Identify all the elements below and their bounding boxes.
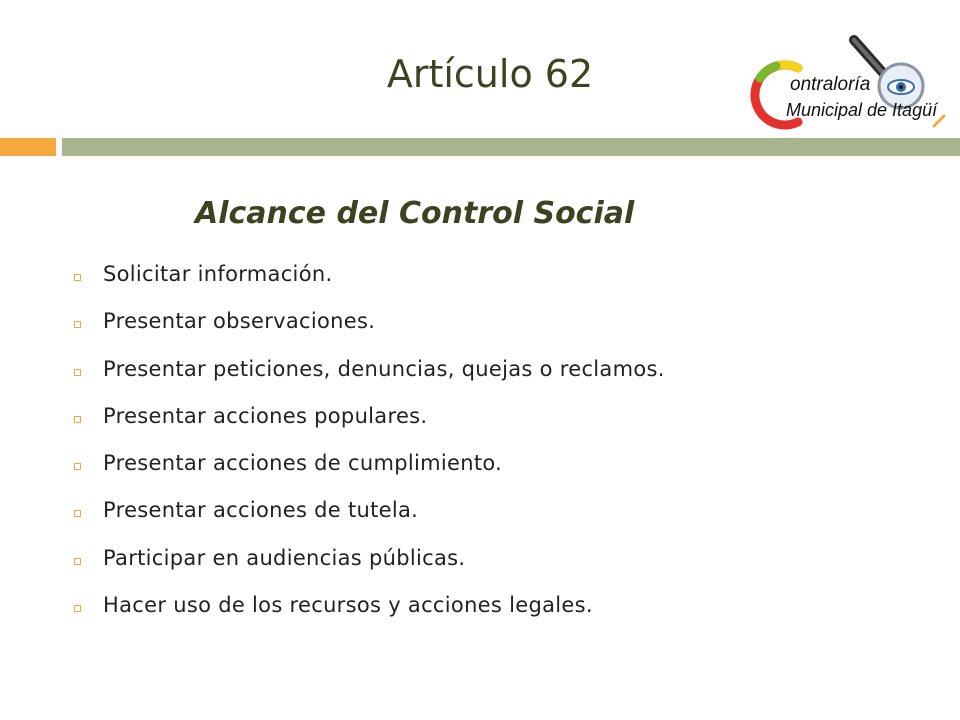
bullet-item — [74, 404, 665, 451]
bullet-item — [74, 593, 665, 640]
bullet-text: Presentar peticiones, denuncias, quejas o reclamos. — [103, 356, 665, 381]
bullet-item — [74, 498, 665, 545]
square-bullet-icon — [74, 463, 81, 470]
contraloria-logo — [746, 30, 951, 135]
bullet-item — [74, 262, 665, 309]
accent-bar-green — [62, 138, 960, 156]
logo-text-contraloria: ontraloría — [790, 74, 871, 95]
bullet-text: Participar en audiencias públicas. — [103, 545, 466, 570]
bullet-item — [74, 309, 665, 356]
square-bullet-icon — [74, 558, 81, 565]
square-bullet-icon — [74, 274, 81, 281]
square-bullet-icon — [74, 510, 81, 517]
square-bullet-icon — [74, 605, 81, 612]
accent-bar-orange — [0, 138, 56, 156]
bullet-text: Presentar acciones de tutela. — [103, 498, 419, 523]
square-bullet-icon — [74, 321, 81, 328]
slide-subtitle: Alcance del Control Social — [195, 196, 635, 231]
bullet-item — [74, 546, 665, 593]
bullet-text: Hacer uso de los recursos y acciones legales. — [103, 593, 593, 618]
bullet-text: Presentar observaciones. — [103, 309, 376, 334]
bullet-item — [74, 357, 665, 404]
square-bullet-icon — [74, 369, 81, 376]
bullet-text: Solicitar información. — [103, 262, 333, 286]
bullet-item — [74, 451, 665, 498]
bullet-text: Presentar acciones populares. — [103, 403, 428, 428]
logo-text-municipal: Municipal de Itagüí — [786, 100, 938, 120]
bullet-list — [74, 262, 665, 640]
slide-title: Artículo 62 — [386, 52, 594, 96]
bullet-text: Presentar acciones de cumplimiento. — [103, 451, 503, 476]
square-bullet-icon — [74, 416, 81, 423]
